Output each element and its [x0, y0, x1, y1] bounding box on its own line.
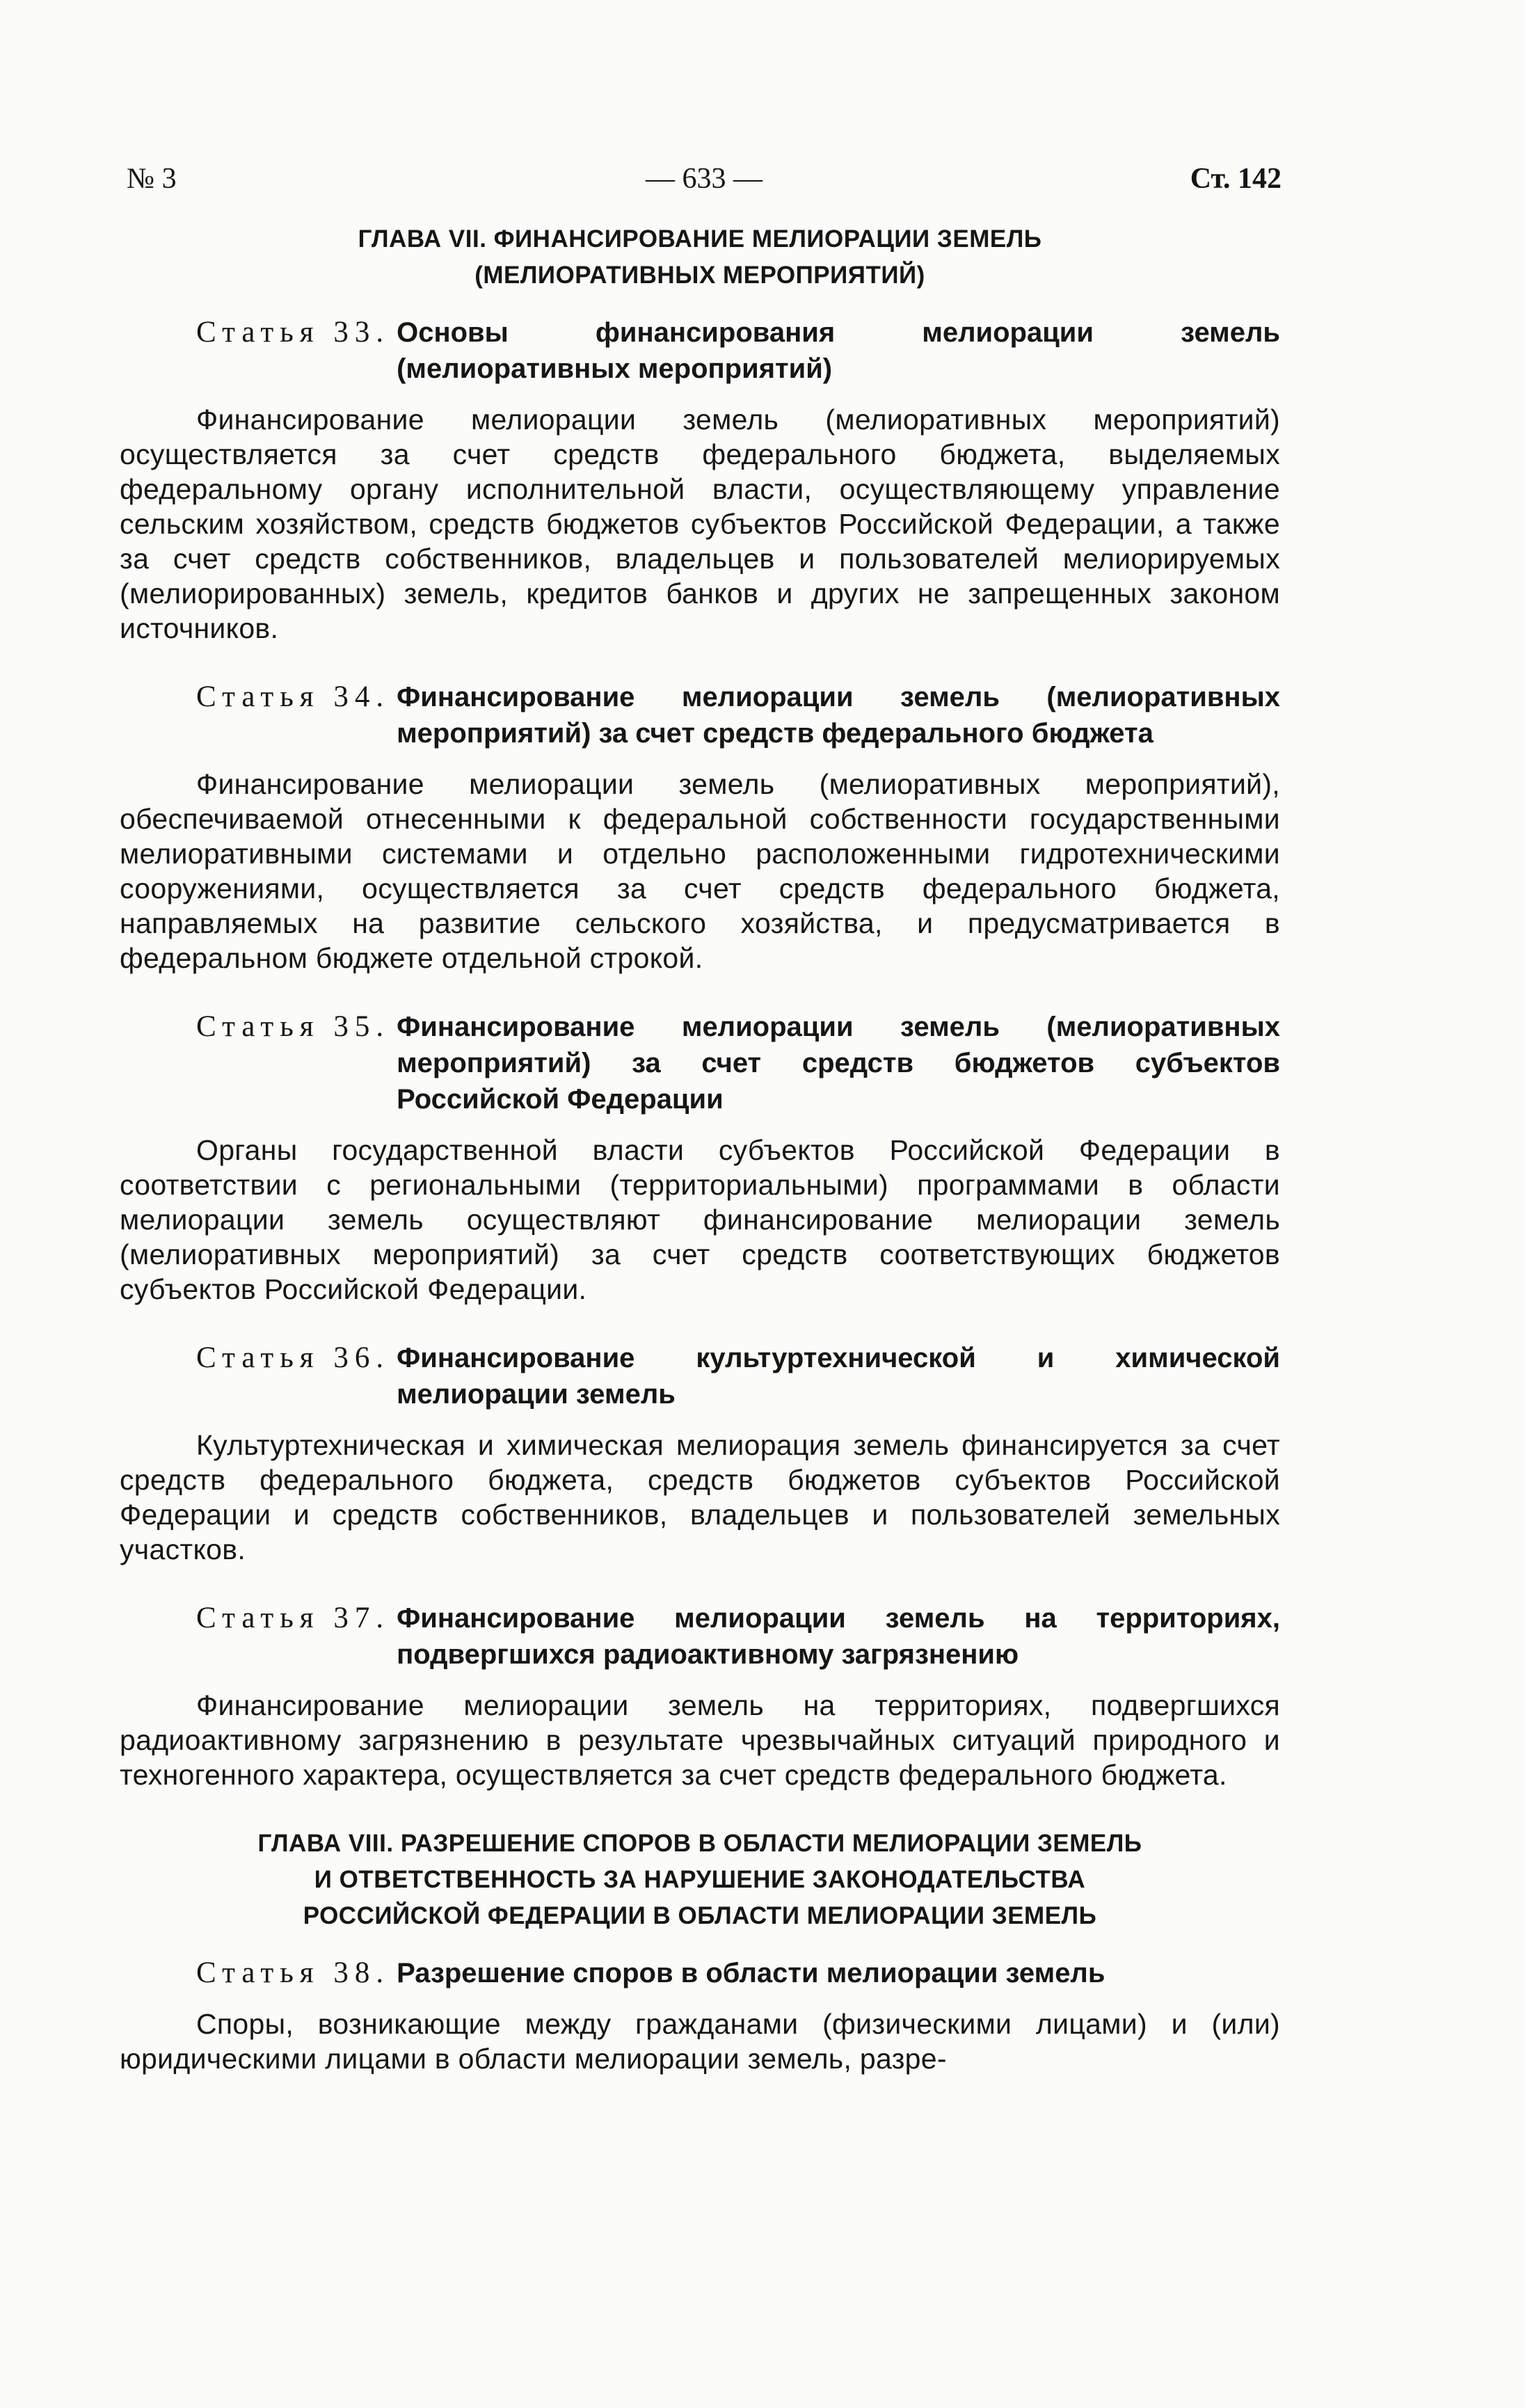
chapter-title-line: РОССИЙСКОЙ ФЕДЕРАЦИИ В ОБЛАСТИ МЕЛИОРАЦИИ ЗЕМЕЛЬ: [303, 1902, 1097, 1929]
document-body: [120, 209, 1280, 2110]
article-text: Финансирование мелиорации земель на территориях, подвергшихся радиоактивному загрязнению в результате чрезвычайных ситуаций природного и техногенного характера, осуществляется за счет средств федерального бюджета.: [120, 1689, 1280, 1791]
article-title: Финансирование мелиорации земель на территориях, подвергшихся радиоактивному загрязнению: [397, 1603, 1280, 1670]
article-text: Споры, возникающие между гражданами (физическими лицами) и (или) юридическими лицами в области мелиорации земель, разре-: [120, 2008, 1280, 2075]
article-33: [120, 314, 1280, 646]
article-34: [120, 679, 1280, 975]
article-35: [120, 1009, 1280, 1307]
chapter-title-line: ГЛАВА VII. ФИНАНСИРОВАНИЕ МЕЛИОРАЦИИ ЗЕМЕЛЬ: [358, 225, 1042, 253]
article-heading: [120, 314, 1280, 387]
article-text: Органы государственной власти субъектов Российской Федерации в соответствии с региональными (территориальными) программами в области мелиорации земель осуществляют финансирование мелиорации земель (мелиоративных мероприятий) за счет средств соответствующих бюджетов субъектов Российской Федерации.: [120, 1134, 1280, 1305]
article-heading: [120, 1600, 1280, 1673]
article-title: Финансирование мелиорации земель (мелиоративных мероприятий) за счет средств бюджетов субъектов Российской Федерации: [397, 1012, 1280, 1115]
article-title: Разрешение споров в области мелиорации земель: [397, 1958, 1105, 1988]
article-heading: [120, 679, 1280, 751]
article-heading: [120, 1955, 1280, 1991]
article-heading: [120, 1009, 1280, 1117]
article-text: Финансирование мелиорации земель (мелиоративных мероприятий) осуществляется за счет средств федерального бюджета, выделяемых федеральному органу исполнительной власти, осуществляющему управление сельским хозяйством, средств бюджетов субъектов Российской Федерации, а также за счет средств собственников, владельцев и пользователей мелиорируемых (мелиорированных) земель, кредитов банков и других не запрещенных законом источников.: [120, 404, 1280, 644]
page-header: [127, 154, 1282, 203]
chapter-title-line: И ОТВЕТСТВЕННОСТЬ ЗА НАРУШЕНИЕ ЗАКОНОДАТЕЛЬСТВА: [314, 1866, 1086, 1893]
article-title: Основы финансирования мелиорации земель (мелиоративных мероприятий): [397, 317, 1280, 384]
article-title: Финансирование культуртехнической и химической мелиорации земель: [397, 1343, 1280, 1410]
chapter-title-line: ГЛАВА VIII. РАЗРЕШЕНИЕ СПОРОВ В ОБЛАСТИ МЕЛИОРАЦИИ ЗЕМЕЛЬ: [257, 1830, 1142, 1857]
article-label: Статья 38.: [196, 1956, 390, 1989]
page-number: — 633 —: [646, 163, 762, 195]
article-label: Статья 33.: [196, 316, 390, 349]
article-38: [120, 1955, 1280, 2076]
article-heading: [120, 1340, 1280, 1412]
chapter-8-title: [120, 1826, 1280, 1934]
article-36: [120, 1340, 1280, 1567]
article-label: Статья 34.: [196, 680, 390, 713]
article-text: Культуртехническая и химическая мелиорация земель финансируется за счет средств федерального бюджета, средств бюджетов субъектов Российской Федерации и средств собственников, владельцев и пользователей земельных участков.: [120, 1429, 1280, 1565]
chapter-7-title: [120, 221, 1280, 294]
article-label: Статья 37.: [196, 1602, 390, 1634]
article-text: Финансирование мелиорации земель (мелиоративных мероприятий), обеспечиваемой отнесенными к федеральной собственности государственными мелиоративными системами и отдельно расположенными гидротехническими сооружениями, осуществляется за счет средств федерального бюджета, направляемых на развитие сельского хозяйства, и предусматривается в федеральном бюджете отдельной строкой.: [120, 768, 1280, 974]
article-label: Статья 35.: [196, 1010, 390, 1043]
issue-number: № 3: [127, 163, 177, 195]
chapter-title-line: (МЕЛИОРАТИВНЫХ МЕРОПРИЯТИЙ): [474, 262, 925, 289]
article-title: Финансирование мелиорации земель (мелиоративных мероприятий) за счет средств федерального бюджета: [397, 682, 1280, 749]
article-37: [120, 1600, 1280, 1792]
article-reference: Ст. 142: [1190, 163, 1282, 195]
article-label: Статья 36.: [196, 1341, 390, 1374]
